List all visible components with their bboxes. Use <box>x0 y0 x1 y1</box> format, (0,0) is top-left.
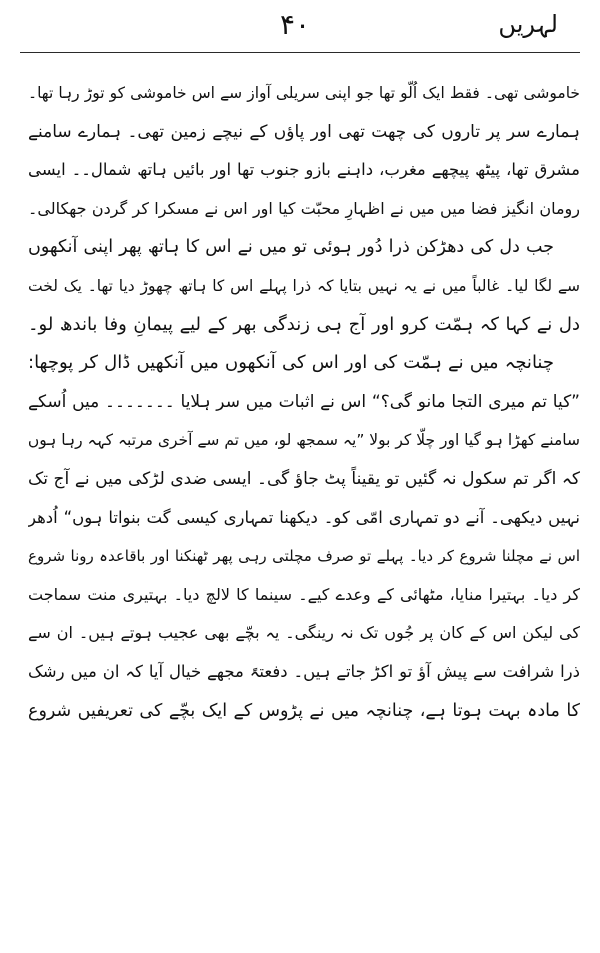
text-line: خاموشی تھی۔ فقط ایک اُلّو تھا جو اپنی سریلی آواز سے اس خاموشی کو توڑ رہا تھا۔ <box>28 84 580 102</box>
running-title: لہریں <box>498 10 558 38</box>
text-line: کی لیکن اس کے کان پر جُوں تک نہ رینگی۔ یہ بچّے بھی عجیب ہوتے ہیں۔ ان سے <box>28 623 580 643</box>
body-text <box>28 74 580 730</box>
page-number: ۴۰ <box>280 8 311 41</box>
text-line: سے لگا لیا۔ غالباً میں نے یہ نہیں بتایا کہ ذرا پہلے اس کا ہاتھ چھوڑ دیا تھا۔ یک لخت <box>28 276 580 295</box>
text-line: نہیں دیکھی۔ آنے دو تمہاری امّی کو۔ دیکھنا تمہاری کیسی گت بنواتا ہوں“ اُدھر <box>28 507 580 527</box>
text-line: مشرق تھا، پیٹھ پیچھے مغرب، داہنے بازو جنوب تھا اور بائیں ہاتھ شمال۔۔ ایسی <box>28 160 580 180</box>
text-line: سامنے کھڑا ہو گیا اور چلّا کر بولا ”یہ سمجھ لو، میں تم سے آخری مرتبہ کہہ رہا ہوں <box>28 431 580 450</box>
text-line: ”کیا تم میری التجا مانو گی؟“ اس نے اثبات میں سر ہلایا ۔۔۔۔۔۔۔ میں اُسکے <box>28 391 580 412</box>
text-line: کہ اگر تم سکول نہ گئیں تو یقیناً پٹ جاؤ گی۔ ایسی ضدی لڑکی میں نے آج تک <box>28 468 580 489</box>
text-line: اس نے مچلنا شروع کر دیا۔ پہلے تو صرف مچلتی رہی پھر ٹھنکنا اور باقاعدہ رونا شروع <box>28 547 580 566</box>
text-line: دل نے کہا کہ ہمّت کرو اور آج ہی زندگی بھر کے لیے پیمانِ وفا باندھ لو۔ <box>28 313 580 335</box>
text-line: ذرا شرافت سے پیش آؤ تو اکڑ جاتے ہیں۔ دفعتہً مجھے خیال آیا کہ ان میں رشک <box>28 661 580 681</box>
text-line: رومان انگیز فضا میں میں نے اظہارِ محبّت کیا اور اس نے مسکرا کر گردن جھکالی۔ <box>28 198 580 218</box>
text-line: کا مادہ بہت ہوتا ہے، چنانچہ میں نے پڑوس کے ایک بچّے کی تعریفیں شروع <box>28 700 580 721</box>
text-line: ہمارے سر پر تاروں کی چھت تھی اور پاؤں کے نیچے زمین تھی۔ ہمارے سامنے <box>28 121 580 142</box>
page-header <box>20 6 580 46</box>
header-rule <box>20 52 580 53</box>
text-line: کر دیا۔ بہتیرا منایا، مٹھائی کے وعدے کیے۔ سینما کا لالچ دیا۔ بہتیری منت سماجت <box>28 584 580 604</box>
text-line: جب دل کی دھڑکن ذرا دُور ہوئی تو میں نے اس کا ہاتھ پھر اپنی آنکھوں <box>28 237 554 258</box>
text-line: چنانچہ میں نے ہمّت کی اور اس کی آنکھوں میں آنکھیں ڈال کر پوچھا: <box>28 352 554 374</box>
